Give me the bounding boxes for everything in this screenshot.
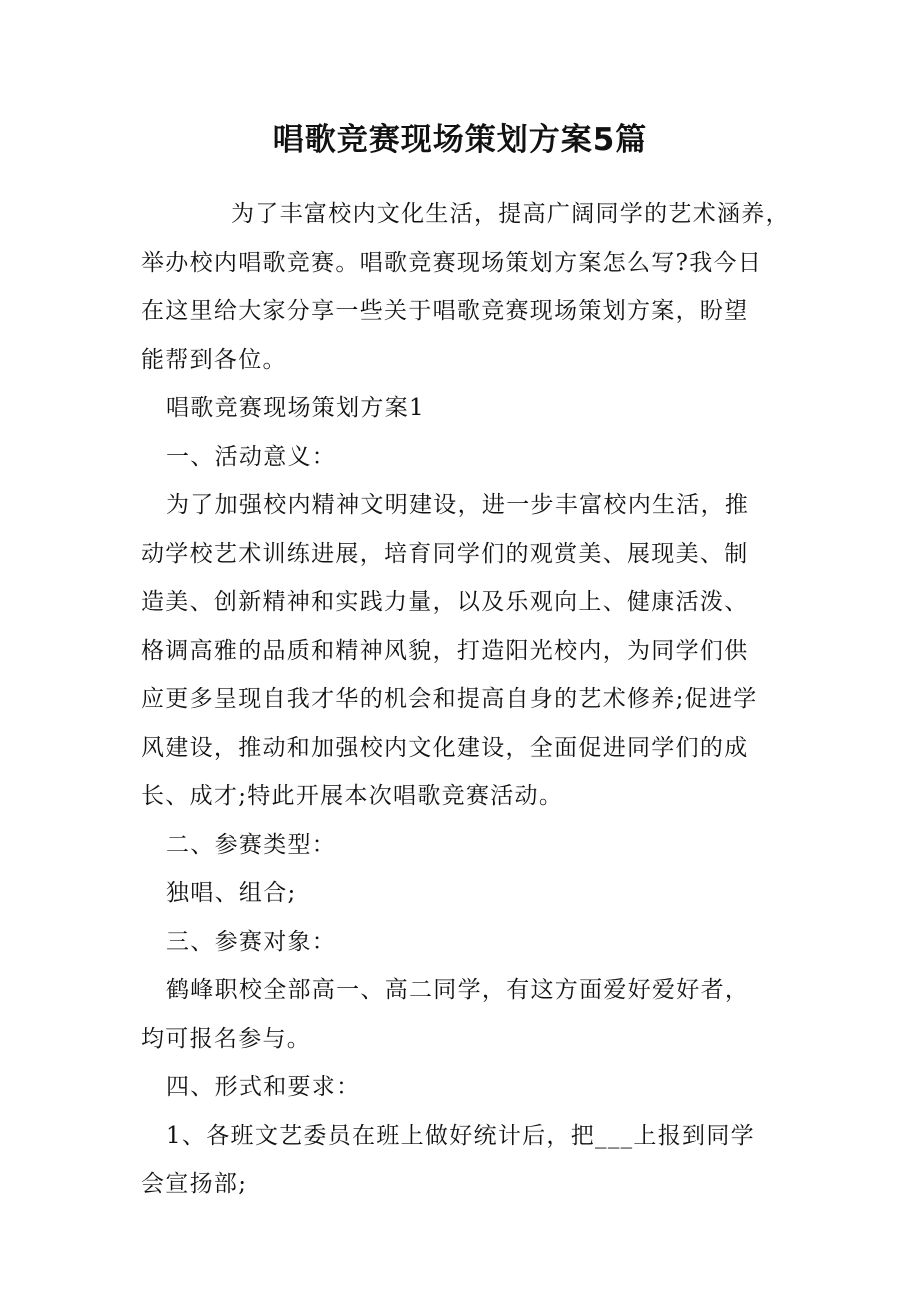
heading-format-requirements: 四、形式和要求： (166, 1074, 361, 1100)
document-body (141, 190, 790, 1209)
heading-entry-type: 二、参赛类型： (166, 831, 337, 858)
paragraph-line-7: 长、成才;特此开展本次唱歌竞赛活动。 (141, 783, 564, 809)
participants-line-2: 均可报名参与。 (141, 1025, 312, 1052)
requirement-line-2: 会宣扬部; (141, 1171, 248, 1197)
intro-line-1: 为了丰富校内文化生活，提高广阔同学的艺术涵养， (231, 201, 790, 227)
heading-activity-significance: 一、活动意义： (166, 443, 337, 470)
paragraph-line-4: 格调高雅的品质和精神风貌，打造阳光校内，为同学们供 (141, 637, 749, 664)
requirement-line-1: 1、各班文艺委员在班上做好统计后，把___上报到同学 (166, 1122, 755, 1149)
participants-line-1: 鹤峰职校全部高一、高二同学，有这方面爱好爱好者， (166, 977, 750, 1003)
intro-line-2: 举办校内唱歌竞赛。唱歌竞赛现场策划方案怎么写?我今日 (141, 249, 763, 276)
section-heading-plan-1: 唱歌竞赛现场策划方案1 (166, 395, 425, 421)
paragraph-line-2: 动学校艺术训练进展，培育同学们的观赏美、展现美、制 (141, 540, 749, 567)
paragraph-line-5: 应更多呈现自我才华的机会和提高自身的艺术修养;促进学 (141, 686, 758, 712)
document-title: 唱歌竞赛现场策划方案5篇 (272, 122, 648, 158)
heading-participants: 三、参赛对象： (166, 928, 337, 955)
entry-type-text: 独唱、组合; (166, 880, 297, 906)
paragraph-line-3: 造美、创新精神和实践力量，以及乐观向上、健康活泼、 (141, 589, 749, 615)
intro-line-3: 在这里给大家分享一些关于唱歌竞赛现场策划方案，盼望 (141, 298, 749, 324)
paragraph-line-6: 风建设，推动和加强校内文化建设，全面促进同学们的成 (141, 734, 749, 761)
paragraph-line-1: 为了加强校内精神文明建设，进一步丰富校内生活，推 (166, 492, 750, 518)
intro-line-4: 能帮到各位。 (141, 346, 287, 373)
